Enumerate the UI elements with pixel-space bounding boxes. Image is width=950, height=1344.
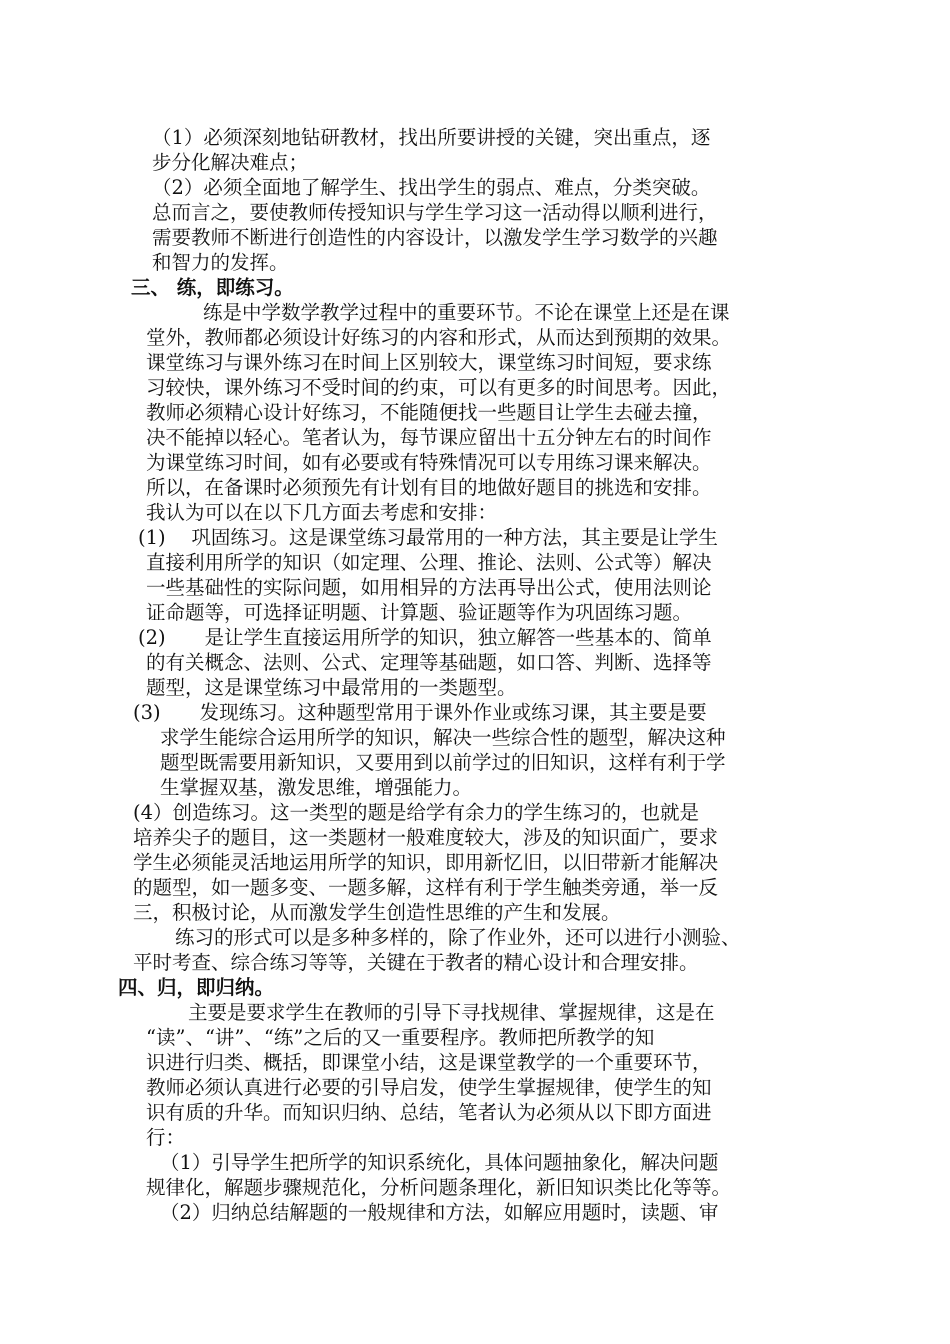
list-item-line: (2) 是让学生直接运用所学的知识，独立解答一些基本的、简单 xyxy=(138,626,712,649)
paragraph-line: 练是中学数学教学过程中的重要环节。不论在课堂上还是在课 xyxy=(203,301,730,324)
paragraph-line: 步分化解决难点； xyxy=(152,151,309,174)
paragraph-line: “读”、“讲”、“练”之后的又一重要程序。教师把所教学的知 xyxy=(146,1026,655,1049)
paragraph-line: 堂外，教师都必须设计好练习的内容和形式，从而达到预期的效果。 xyxy=(146,326,732,349)
list-item-line: (1) 巩固练习。这是课堂练习最常用的一种方法，其主要是让学生 xyxy=(138,526,718,549)
paragraph-line: 三，积极讨论，从而激发学生创造性思维的产生和发展。 xyxy=(133,901,621,924)
paragraph-line: 平时考查、综合练习等等，关键在于教者的精心设计和合理安排。 xyxy=(133,951,699,974)
paragraph-line: 习较快，课外练习不受时间的约束，可以有更多的时间思考。因此， xyxy=(146,376,732,399)
paragraph-line: 所以，在备课时必须预先有计划有目的地做好题目的挑选和安排。 xyxy=(146,476,712,499)
paragraph-line: 课堂练习与课外练习在时间上区别较大，课堂练习时间短，要求练 xyxy=(146,351,712,374)
paragraph-line: 求学生能综合运用所学的知识，解决一些综合性的题型，解决这种 xyxy=(160,726,726,749)
paragraph-line: 为课堂练习时间，如有必要或有特殊情况可以专用练习课来解决。 xyxy=(146,451,712,474)
paragraph-line: 和智力的发挥。 xyxy=(152,251,289,274)
paragraph-line: 题型既需要用新知识，又要用到以前学过的旧知识，这样有利于学 xyxy=(160,751,726,774)
paragraph-line: 识进行归类、概括，即课堂小结，这是课堂教学的一个重要环节， xyxy=(146,1051,712,1074)
paragraph-line: 决不能掉以轻心。笔者认为，每节课应留出十五分钟左右的时间作 xyxy=(146,426,712,449)
section-heading: 四、归，即归纳。 xyxy=(118,976,275,999)
paragraph-line: 培养尖子的题目，这一类题材一般难度较大，涉及的知识面广，要求 xyxy=(133,826,719,849)
paragraph-line: 教师必须精心设计好练习，不能随便找一些题目让学生去碰去撞， xyxy=(146,401,712,424)
paragraph-line: （1）必须深刻地钻研教材，找出所要讲授的关键，突出重点，逐 xyxy=(152,126,711,149)
list-item-line: （1）引导学生把所学的知识系统化，具体问题抽象化，解决问题 xyxy=(160,1151,719,1174)
paragraph-line: 主要是要求学生在教师的引导下寻找规律、掌握规律，这是在 xyxy=(188,1001,715,1024)
paragraph-line: 练习的形式可以是多种多样的，除了作业外，还可以进行小测验、 xyxy=(175,926,741,949)
paragraph-line: 证命题等，可选择证明题、计算题、验证题等作为巩固练习题。 xyxy=(146,601,693,624)
paragraph-line: 规律化，解题步骤规范化，分析问题条理化，新旧知识类比化等等。 xyxy=(146,1176,732,1199)
paragraph-line: （2）必须全面地了解学生、找出学生的弱点、难点，分类突破。 xyxy=(152,176,711,199)
paragraph-line: 需要教师不断进行创造性的内容设计，以激发学生学习数学的兴趣 xyxy=(152,226,718,249)
paragraph-line: 学生必须能灵活地运用所学的知识，即用新忆旧，以旧带新才能解决 xyxy=(133,851,719,874)
list-item-line: (4）创造练习。这一类型的题是给学有余力的学生练习的，也就是 xyxy=(133,801,700,824)
paragraph-line: 生掌握双基，激发思维，增强能力。 xyxy=(160,776,473,799)
paragraph-line: 行： xyxy=(146,1126,186,1149)
paragraph-line: 的有关概念、法则、公式、定理等基础题，如口答、判断、选择等 xyxy=(146,651,712,674)
paragraph-line: 识有质的升华。而知识归纳、总结，笔者认为必须从以下即方面进 xyxy=(146,1101,712,1124)
paragraph-line: 一些基础性的实际问题，如用相异的方法再导出公式，使用法则论 xyxy=(146,576,712,599)
paragraph-line: 我认为可以在以下几方面去考虑和安排： xyxy=(146,501,498,524)
paragraph-line: 直接利用所学的知识（如定理、公理、推论、法则、公式等）解决 xyxy=(146,551,712,574)
list-item-line: (3) 发现练习。这种题型常用于课外作业或练习课，其主要是要 xyxy=(133,701,707,724)
section-heading: 三、 练，即练习。 xyxy=(131,276,294,299)
list-item-line: （2）归纳总结解题的一般规律和方法，如解应用题时，读题、审 xyxy=(160,1201,719,1224)
paragraph-line: 的题型，如一题多变、一题多解，这样有利于学生触类旁通，举一反 xyxy=(133,876,719,899)
paragraph-line: 总而言之，要使教师传授知识与学生学习这一活动得以顺利进行， xyxy=(152,201,718,224)
paragraph-line: 教师必须认真进行必要的引导启发，使学生掌握规律，使学生的知 xyxy=(146,1076,712,1099)
paragraph-line: 题型，这是课堂练习中最常用的一类题型。 xyxy=(146,676,517,699)
